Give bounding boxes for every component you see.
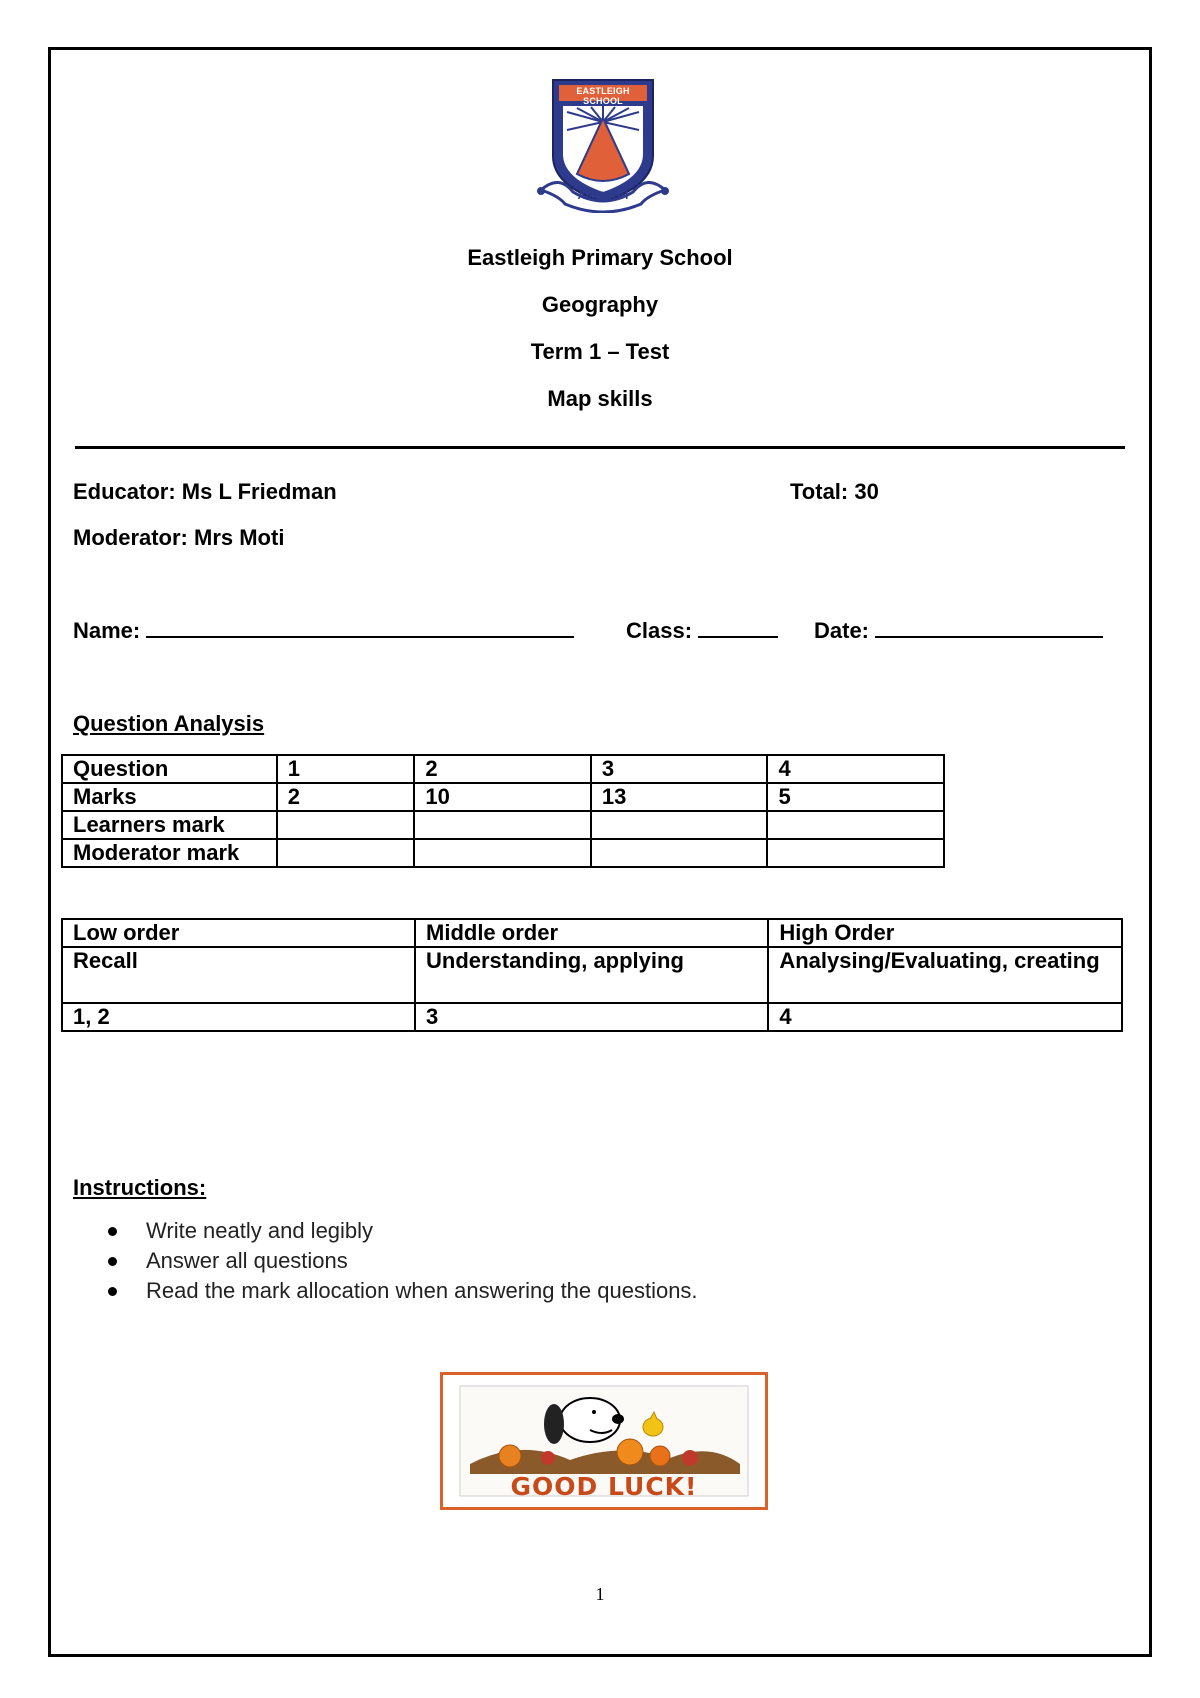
list-item: [108, 1246, 698, 1276]
learner-mark-cell[interactable]: [414, 811, 591, 839]
learner-mark-cell[interactable]: [767, 811, 944, 839]
topic-title: Map skills: [547, 386, 653, 411]
table-cell: 13: [591, 783, 768, 811]
row-label: Moderator mark: [62, 839, 277, 867]
page-number: 1: [595, 1584, 605, 1604]
table-cell: 10: [414, 783, 591, 811]
table-cell: 1: [277, 755, 415, 783]
question-numbers-cell: 4: [768, 1003, 1122, 1031]
class-blank[interactable]: [698, 618, 778, 638]
table-row: [62, 1003, 1122, 1031]
list-item: [108, 1216, 698, 1246]
row-label: Question: [62, 755, 277, 783]
order-levels-table: [61, 918, 1123, 1032]
order-header: Middle order: [415, 919, 768, 947]
list-item: [108, 1276, 698, 1306]
date-label: Date:: [814, 618, 870, 643]
moderator-mark-cell[interactable]: [414, 839, 591, 867]
moderator-mark-cell[interactable]: [767, 839, 944, 867]
row-label: Learners mark: [62, 811, 277, 839]
moderator-mark-cell[interactable]: [277, 839, 415, 867]
school-name: Eastleigh Primary School: [467, 245, 733, 270]
name-blank[interactable]: [146, 618, 574, 638]
instructions-title: Instructions:: [73, 1175, 207, 1200]
question-numbers-cell: 1, 2: [62, 1003, 415, 1031]
bullet-icon: [108, 1287, 117, 1296]
moderator-mark-cell[interactable]: [591, 839, 768, 867]
order-header: Low order: [62, 919, 415, 947]
instruction-text: Read the mark allocation when answering the questions.: [146, 1278, 698, 1303]
instruction-text: Write neatly and legibly: [146, 1218, 374, 1243]
table-row: [62, 755, 944, 783]
date-field[interactable]: [814, 618, 1103, 644]
subject-title: Geography: [541, 292, 659, 317]
date-blank[interactable]: [875, 618, 1103, 638]
learner-mark-cell[interactable]: [277, 811, 415, 839]
table-cell: 2: [277, 783, 415, 811]
skill-cell: Recall: [62, 947, 415, 1003]
table-row: [62, 811, 944, 839]
skill-cell: Analysing/Evaluating, creating: [768, 947, 1122, 1003]
class-label: Class:: [626, 618, 693, 643]
educator-label: Educator: Ms L Friedman: [73, 479, 337, 504]
skill-cell: Understanding, applying: [415, 947, 768, 1003]
bullet-icon: [108, 1227, 117, 1236]
question-analysis-title: Question Analysis: [73, 711, 265, 736]
instructions-list: [108, 1216, 698, 1306]
instruction-text: Answer all questions: [146, 1248, 348, 1273]
crest-motto: AIM HIGH: [577, 190, 629, 202]
name-label: Name:: [73, 618, 141, 643]
table-cell: 5: [767, 783, 944, 811]
table-row: [62, 919, 1122, 947]
table-cell: 2: [414, 755, 591, 783]
divider-rule: [75, 446, 1125, 449]
order-header: High Order: [768, 919, 1122, 947]
learner-mark-cell[interactable]: [591, 811, 768, 839]
row-label: Marks: [62, 783, 277, 811]
moderator-label: Moderator: Mrs Moti: [73, 525, 285, 550]
question-numbers-cell: 3: [415, 1003, 768, 1031]
table-row: [62, 839, 944, 867]
total-marks: Total: 30: [790, 479, 879, 504]
crest-banner-text: EASTLEIGH SCHOOL: [576, 86, 630, 106]
table-row: [62, 783, 944, 811]
table-cell: 4: [767, 755, 944, 783]
name-field[interactable]: [73, 618, 574, 644]
table-cell: 3: [591, 755, 768, 783]
term-title: Term 1 – Test: [530, 339, 670, 364]
bullet-icon: [108, 1257, 117, 1266]
table-row: [62, 947, 1122, 1003]
good-luck-text: GOOD LUCK!: [510, 1472, 698, 1501]
question-analysis-table: [61, 754, 945, 868]
class-field[interactable]: [626, 618, 778, 644]
